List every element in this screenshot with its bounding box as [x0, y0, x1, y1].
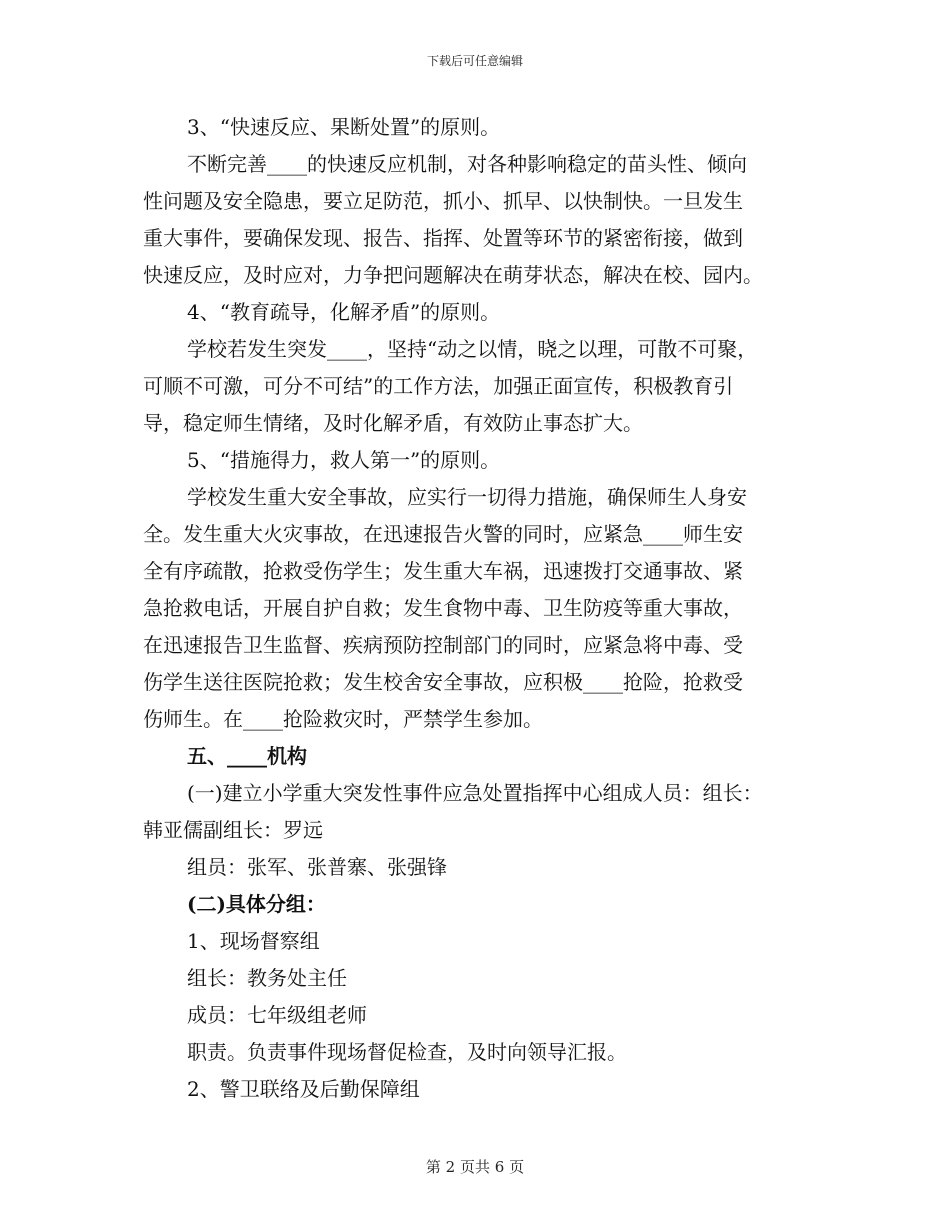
- body-line: 导，稳定师生情绪，及时化解矛盾，有效防止事态扩大。: [143, 411, 643, 435]
- body-line: 学校发生重大安全事故，应实行一切得力措施，确保师生人身安: [187, 485, 747, 509]
- body-line: 五、____机构: [187, 744, 307, 768]
- body-line: 重大事件，要确保发现、报告、指挥、处置等环节的紧密衔接，做到: [143, 226, 743, 250]
- page-footer: 第 2 页共 6 页: [425, 1158, 525, 1176]
- document-body: [143, 109, 811, 1108]
- body-line: 性问题及安全隐患，要立足防范，抓小、抓早、以快制快。一旦发生: [143, 189, 743, 213]
- body-line: 组员：张军、张普寨、张强锋: [187, 855, 447, 879]
- body-line: 1、现场督察组: [187, 929, 320, 953]
- body-line: 职责。负责事件现场督促检查，及时向领导汇报。: [187, 1040, 627, 1064]
- body-line: 快速反应，及时应对，力争把问题解决在萌芽状态，解决在校、园内。: [143, 263, 763, 287]
- body-line: 组长：教务处主任: [187, 966, 347, 990]
- body-line: 全。发生重大火灾事故，在迅速报告火警的同时，应紧急____师生安: [143, 522, 743, 546]
- body-line: 急抢救电话，开展自护自救；发生食物中毒、卫生防疫等重大事故，: [143, 596, 743, 620]
- body-line: (一)建立小学重大突发性事件应急处置指挥中心组成人员：组长：: [187, 781, 763, 805]
- body-line: 成员：七年级组老师: [187, 1003, 367, 1027]
- body-line: 伤学生送往医院抢救；发生校舍安全事故，应积极____抢险，抢救受: [143, 670, 743, 694]
- body-line: 4、“教育疏导，化解矛盾”的原则。: [187, 300, 501, 324]
- body-line: 韩亚儒副组长：罗远: [143, 818, 323, 842]
- body-line: (二)具体分组：: [187, 892, 326, 916]
- page-header: 下载后可任意编辑: [426, 54, 523, 68]
- body-line: 3、“快速反应、果断处置”的原则。: [187, 115, 501, 139]
- body-line: 全有序疏散，抢救受伤学生；发生重大车祸，迅速拨打交通事故、紧: [143, 559, 743, 583]
- body-line: 在迅速报告卫生监督、疾病预防控制部门的同时，应紧急将中毒、受: [143, 633, 743, 657]
- body-line: 不断完善____的快速反应机制，对各种影响稳定的苗头性、倾向: [187, 152, 747, 176]
- body-line: 伤师生。在____抢险救灾时，严禁学生参加。: [143, 707, 543, 731]
- body-line: 5、“措施得力，救人第一”的原则。: [187, 448, 501, 472]
- body-line: 学校若发生突发____，坚持“动之以情，晓之以理，可散不可聚，: [187, 337, 758, 361]
- body-line: 可顺不可激，可分不可结”的工作方法，加强正面宣传，积极教育引: [143, 374, 734, 398]
- body-line: 2、警卫联络及后勤保障组: [187, 1077, 420, 1101]
